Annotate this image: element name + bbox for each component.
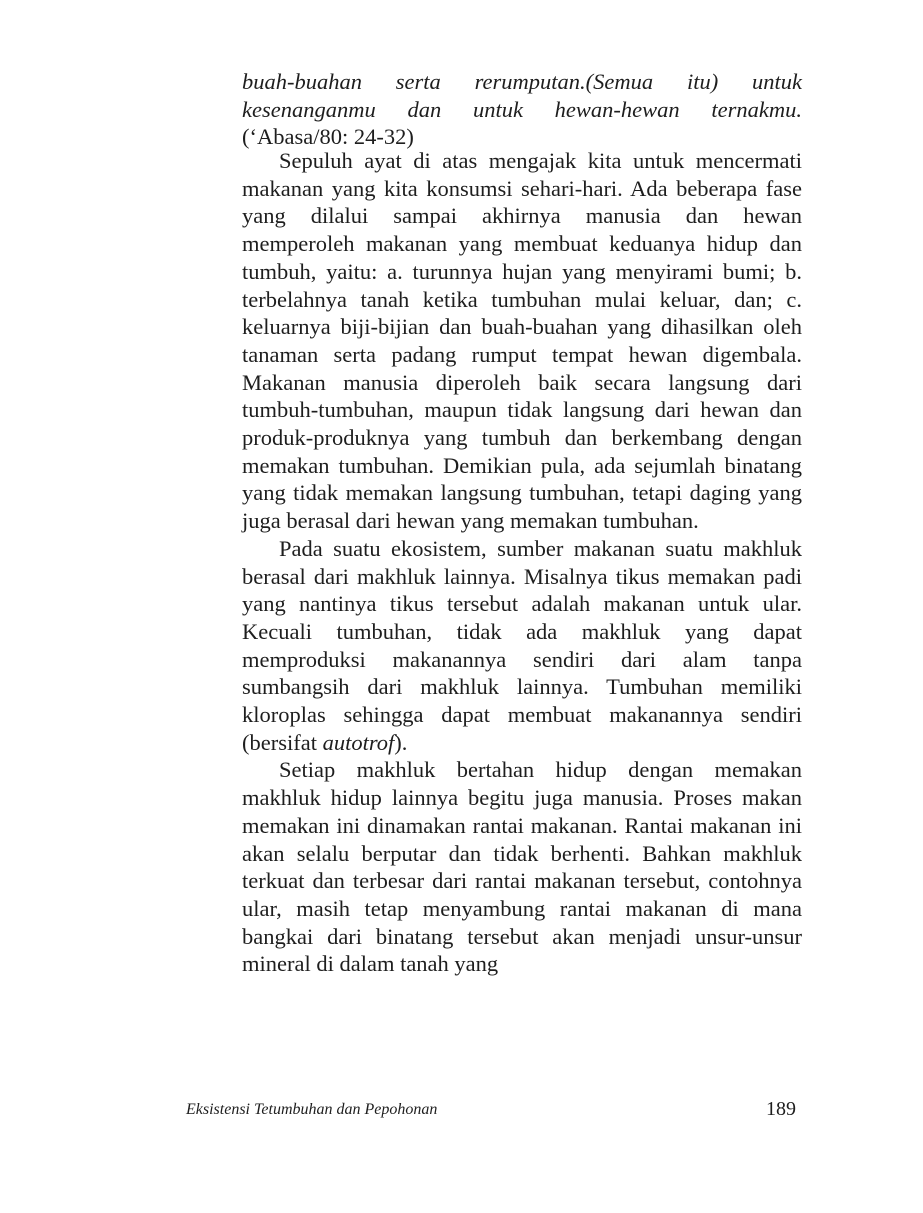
quote-citation: (‘Abasa/80: 24-32): [242, 124, 414, 150]
paragraph-3: [242, 756, 802, 978]
paragraph-1-text: Sepuluh ayat di atas mengajak kita untuk mencermati makanan yang kita konsumsi sehari-hari. Ada beberapa fase yang dilalui sampai akhirnya manusia dan hewan memperoleh makanan yang membuat keduanya hidup dan tumbuh, yaitu: a. turunnya hujan yang menyirami bumi; b. terbelahnya tanah ketika tumbuhan mulai keluar, dan; c. keluarnya biji-bijian dan buah-buahan yang dihasilkan oleh tanaman serta padang rumput tempat hewan digembala. Makanan manusia diperoleh baik secara langsung dari tumbuh-tumbuhan, maupun tidak langsung dari hewan dan produk-produknya yang tumbuh dan berkembang dengan memakan tumbuhan. Demikian pula, ada sejumlah binatang yang tidak memakan langsung tumbuhan, tetapi daging yang juga berasal dari hewan yang memakan tumbuhan.: [242, 148, 802, 534]
body-text: [242, 147, 802, 978]
paragraph-2: [242, 535, 802, 757]
quran-quote: [242, 68, 802, 151]
page-number: 189: [766, 1098, 796, 1120]
paragraph-3-text: Setiap makhluk bertahan hidup dengan memakan makhluk hidup lainnya begitu juga manusia. Proses makan memakan ini dinamakan rantai makanan. Rantai makanan ini akan selalu berputar dan tidak berhenti. Bahkan makhluk terkuat dan terbesar dari rantai makanan tersebut, contohnya ular, masih tetap menyambung rantai makanan di mana bangkai dari binatang tersebut akan menjadi unsur-unsur mineral di dalam tanah yang: [242, 757, 802, 977]
running-footer-title: Eksistensi Tetumbuhan dan Pepohonan: [186, 1101, 438, 1118]
paragraph-2-closing: ).: [394, 729, 408, 755]
quote-translation: buah-buahan serta rerumputan.(Semua itu) untuk kesenanganmu dan untuk hewan-hewan ternakmu.: [242, 69, 802, 122]
page-footer: [0, 1100, 923, 1124]
paragraph-2-text: Pada suatu ekosistem, sumber makanan suatu makhluk berasal dari makhluk lainnya. Misalnya tikus memakan padi yang nantinya tikus tersebut adalah makanan untuk ular. Kecuali tumbuhan, tidak ada makhluk yang dapat memproduksi makanannya sendiri dari alam tanpa sumbangsih dari makhluk lainnya. Tumbuhan memiliki kloroplas sehingga dapat membuat makanannya sendiri (bersifat: [242, 535, 802, 755]
paragraph-2-italic-term: autotrof: [322, 729, 395, 755]
paragraph-1: [242, 147, 802, 535]
